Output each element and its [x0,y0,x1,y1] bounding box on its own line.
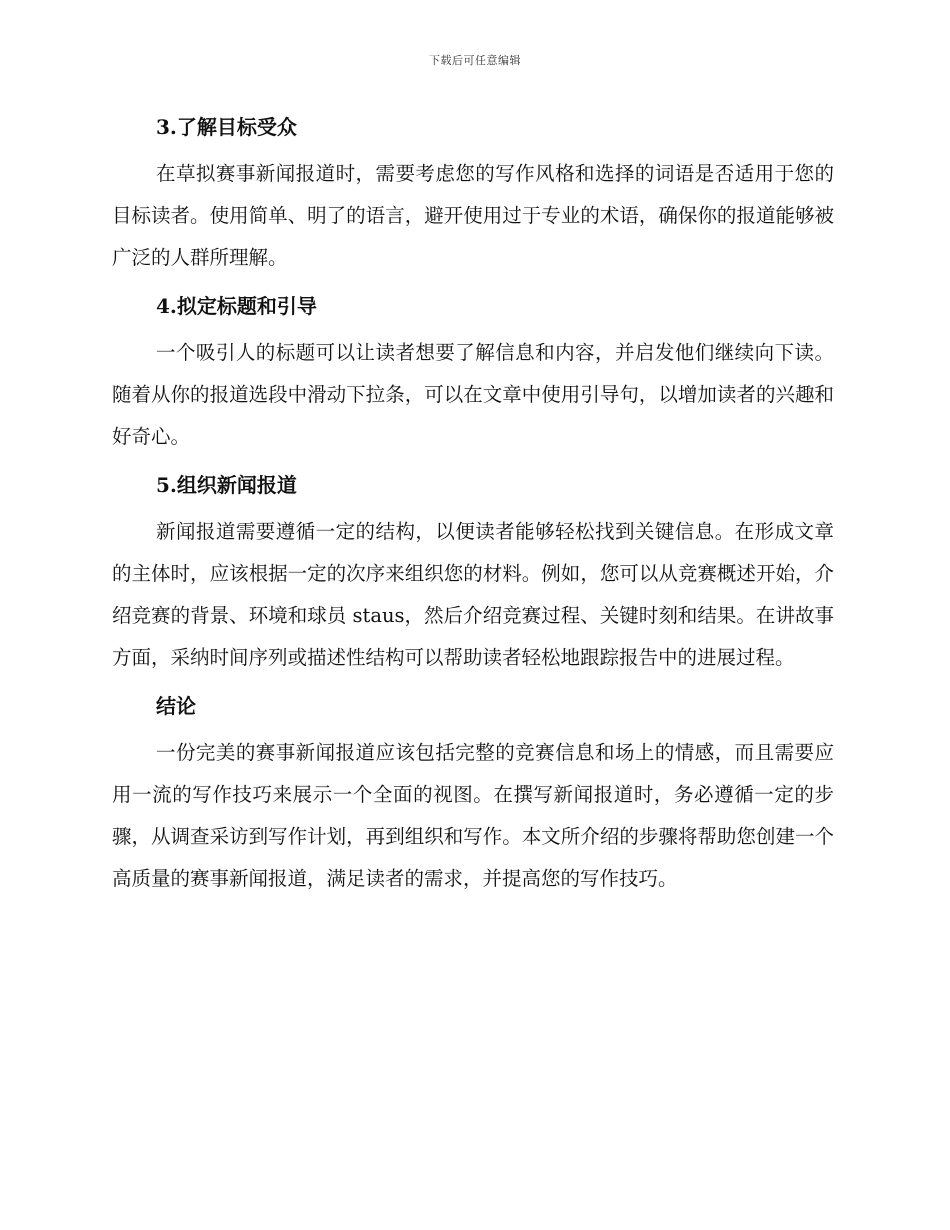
section-paragraph: 在草拟赛事新闻报道时，需要考虑您的写作风格和选择的词语是否适用于您的目标读者。使用简单、明了的语言，避开使用过于专业的术语，确保你的报道能够被广泛的人群所理解。 [112,162,834,269]
section-title-and-lead [112,287,834,458]
section-heading: 4.拟定标题和引导 [156,294,317,318]
section-heading: 3.了解目标受众 [156,115,297,139]
page-header: 下载后可任意编辑 [429,54,521,67]
section-paragraph: 一个吸引人的标题可以让读者想要了解信息和内容，并启发他们继续向下读。随着从你的报道选段中滑动下拉条，可以在文章中使用引导句，以增加读者的兴趣和好奇心。 [112,341,834,448]
section-conclusion [112,687,834,900]
section-heading: 结论 [156,694,196,718]
section-target-audience [112,108,834,279]
section-paragraph: 新闻报道需要遵循一定的结构，以便读者能够轻松找到关键信息。在形成文章的主体时，应该根据一定的次序来组织您的材料。例如，您可以从竞赛概述开始，介绍竞赛的背景、环境和球员 staus，然后介绍竞赛过程、关键时刻和结果。在讲故事方面，采纳时间序列或描述性结构可以帮助读者轻松地跟踪报告中的进展过程。 [112,520,834,669]
section-organize-report [112,466,834,679]
section-paragraph: 一份完美的赛事新闻报道应该包括完整的竞赛信息和场上的情感，而且需要应用一流的写作技巧来展示一个全面的视图。在撰写新闻报道时，务必遵循一定的步骤，从调查采访到写作计划，再到组织和写作。本文所介绍的步骤将帮助您创建一个高质量的赛事新闻报道，满足读者的需求，并提高您的写作技巧。 [112,741,834,890]
section-heading: 5.组织新闻报道 [156,473,297,497]
document-body [112,108,834,900]
